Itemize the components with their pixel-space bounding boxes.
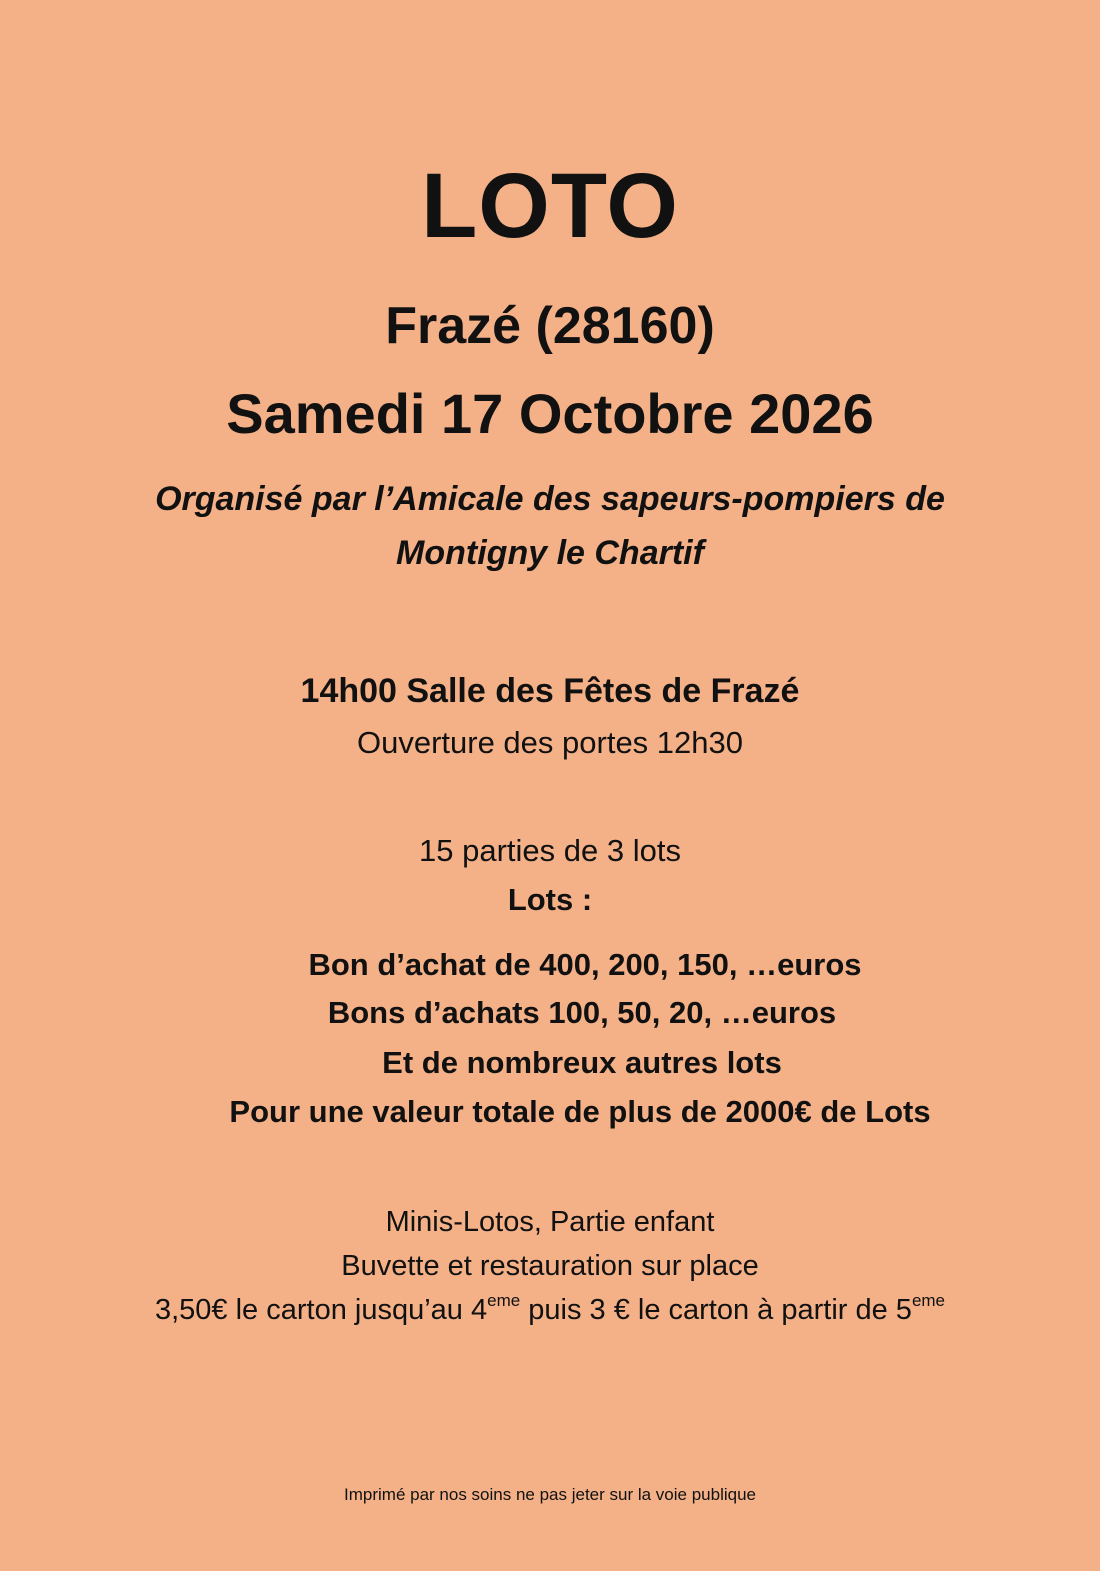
- lots-heading: Lots :: [507, 882, 593, 917]
- doors-opening: Ouverture des portes 12h30: [356, 725, 744, 760]
- pricing-line: [0, 1291, 1100, 1326]
- prize-line-4: Pour une valeur totale de plus de 2000€ de Lots: [229, 1094, 931, 1129]
- prize-line-1: Bon d’achat de 400, 200, 150, …euros: [308, 947, 862, 982]
- organizer-line-2: Montigny le Chartif: [396, 534, 704, 572]
- pricing-part-2: puis 3 € le carton à partir de 5: [520, 1294, 912, 1326]
- event-location: Frazé (28160): [385, 297, 715, 355]
- pricing-superscript-2: eme: [911, 1291, 946, 1310]
- prize-line-2: Bons d’achats 100, 50, 20, …euros: [327, 995, 837, 1030]
- extra-refreshments: Buvette et restauration sur place: [341, 1250, 759, 1282]
- extra-mini-lotos: Minis-Lotos, Partie enfant: [385, 1206, 715, 1238]
- games-count: 15 parties de 3 lots: [419, 833, 681, 868]
- pricing-part-1: 3,50€ le carton jusqu’au 4: [154, 1294, 488, 1326]
- event-venue: 14h00 Salle des Fêtes de Frazé: [300, 672, 800, 710]
- prize-line-3: Et de nombreux autres lots: [382, 1045, 782, 1080]
- footer-notice: Imprimé par nos soins ne pas jeter sur la voie publique: [344, 1485, 756, 1504]
- event-date: Samedi 17 Octobre 2026: [226, 382, 874, 445]
- poster-title: LOTO: [421, 155, 679, 257]
- organizer-line-1: Organisé par l’Amicale des sapeurs-pompiers de: [155, 480, 945, 518]
- pricing-superscript-1: eme: [487, 1291, 521, 1310]
